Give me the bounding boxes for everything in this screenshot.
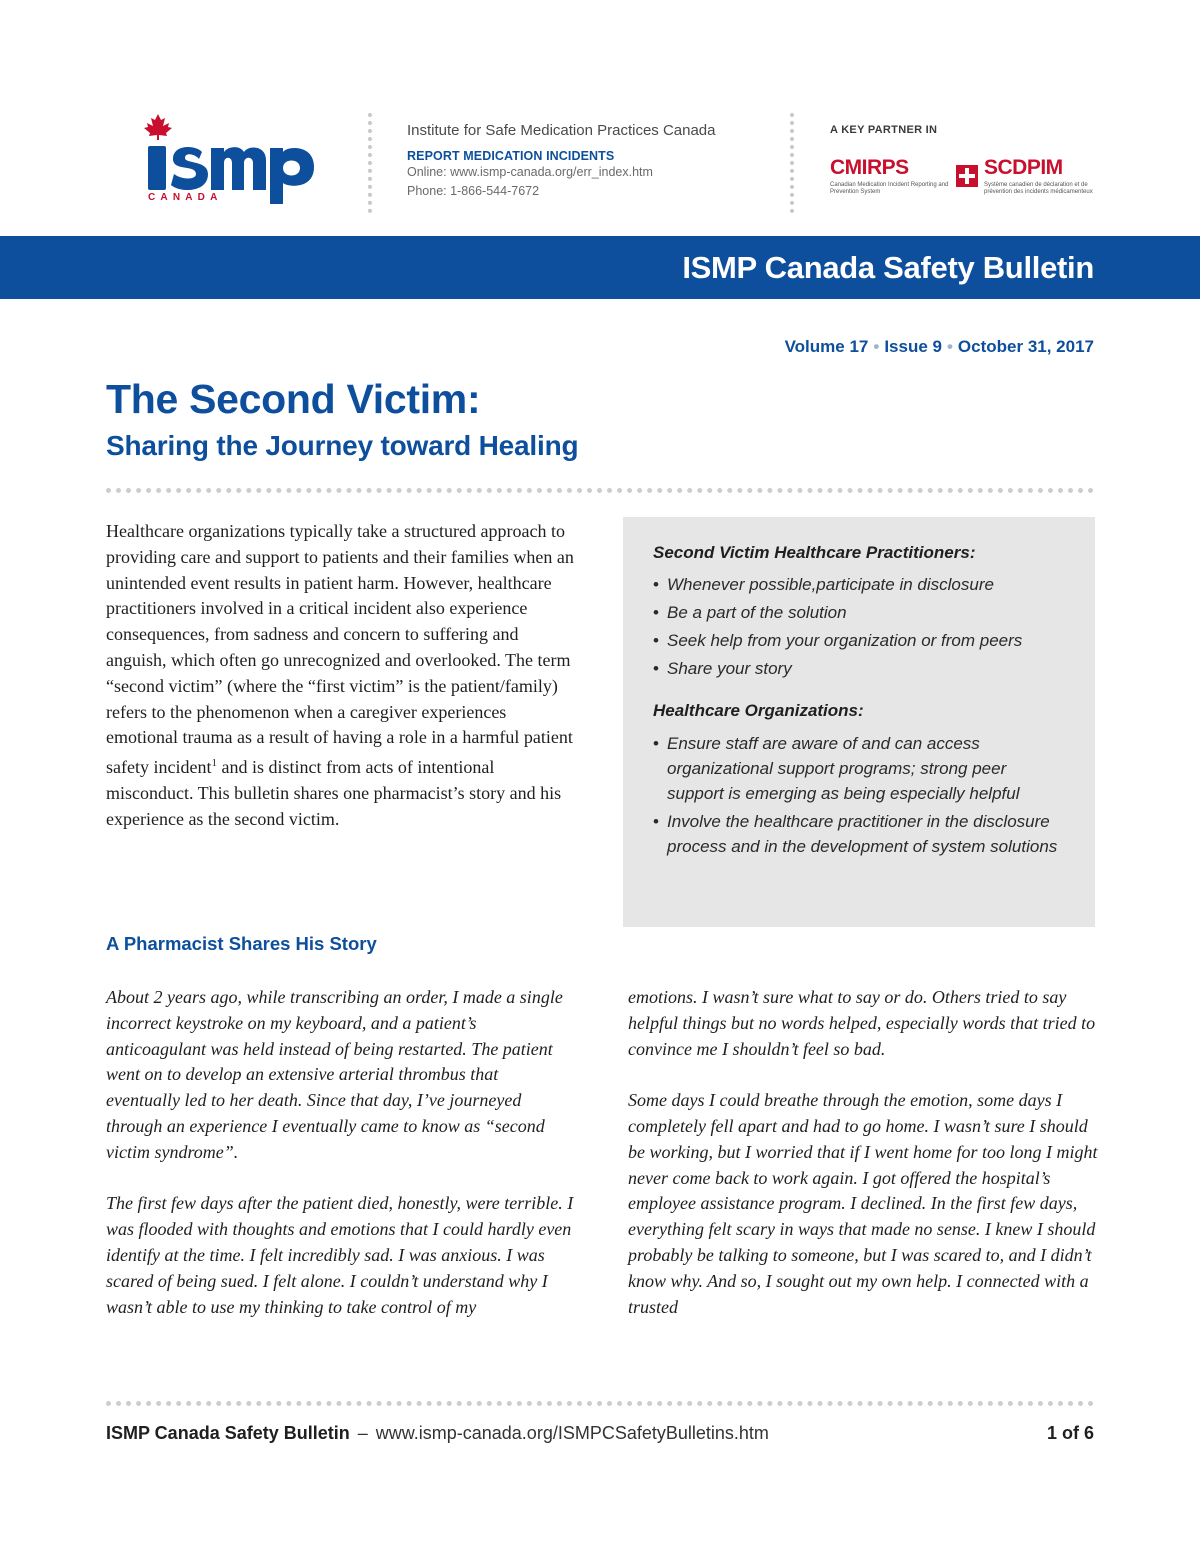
section-heading: A Pharmacist Shares His Story [106,933,377,954]
intro-text-continued: and is distinct from acts of intentional misconduct. This bulletin shares one pharmacist’s story and his experience as the second victim. [106,757,562,829]
report-heading: REPORT MEDICATION INCIDENTS [407,149,615,163]
story-paragraph: Some days I could breathe through the emotion, some days I completely fell apart and had to go home. I wasn’t sure I should be working, but I worried that if I went home for too long I might never come back to work again. I got offered the hospital’s employee assistance program. I declined. In the first few days, everything felt scary in ways that made no sense. I knew I should probably be talking to someone, but I was scared to, and I didn’t know why. And so, I sought out my own help. I connected with a trusted [628,1090,1098,1317]
practitioners-heading: Second Victim Healthcare Practitioners: [653,543,976,562]
logo-country-text: CANADA [148,192,223,203]
story-paragraph: The first few days after the patient died, honestly, were terrible. I was flooded with thoughts and emotions that I could hardly even identify at the time. I felt incredibly sad. I was anxious. I was scared of being sued. I felt alone. I couldn’t understand why I wasn’t able to use my thinking to take control of my [106,1193,574,1317]
page-number: 1 of 6 [1046,1423,1094,1443]
key-messages-box [623,517,1095,927]
header-divider-left [368,113,372,213]
title-divider [106,488,1094,493]
institute-name: Institute for Safe Medication Practices Canada [407,122,716,139]
scdpim-logo [984,156,1104,196]
page-footer [106,1423,1094,1444]
cmirps-logo [830,156,950,196]
organizations-heading: Healthcare Organizations: [653,701,864,720]
footer-dash: – [357,1423,368,1443]
story-column-left [106,985,576,1346]
partner-cross-icon [956,165,978,187]
story-paragraph: emotions. I wasn’t sure what to say or do. Others tried to say helpful things but no words helped, especially words that tried to convince me I shouldn’t feel so bad. [628,987,1096,1059]
list-item: • Whenever possible,participate in disclosure [653,572,1067,597]
ismp-canada-logo [144,114,316,204]
list-item: • Seek help from your organization or from peers [653,628,1067,653]
banner-title: ISMP Canada Safety Bulletin [682,250,1094,285]
phone-number: Phone: 1-866-544-7672 [407,184,540,198]
issue-separator: • [946,337,953,356]
partner-block [830,124,1104,196]
reference-superscript[interactable]: 1 [211,757,217,770]
footer-bulletin-name: ISMP Canada Safety Bulletin [106,1423,350,1443]
scdpim-text: SCDPIM [984,156,1063,179]
story-column-right [628,985,1098,1346]
report-info [407,121,777,201]
issue-number: Issue 9 [884,337,942,356]
maple-leaf-icon [144,114,172,140]
cmirps-text: CMIRPS [830,156,909,179]
footer-divider [106,1401,1094,1406]
list-item: • Involve the healthcare practitioner in the disclosure process and in the development of system solutions [653,809,1067,859]
header-divider-right [790,113,794,213]
story-paragraph: About 2 years ago, while transcribing an order, I made a single incorrect keystroke on my keyboard, and a patient’s anticoagulant was held instead of being restarted. The patient went on to develop an extensive arterial thrombus that eventually led to her death. Since that day, I’ve journeyed through an experience I eventually came to know as “second victim syndrome”. [106,987,563,1162]
intro-text: Healthcare organizations typically take a structured approach to providing care and support to patients and their families when an unintended event results in patient harm. However, healthcare practitioners involved in a critical incident also experience consequences, from sadness and concern to suffering and anguish, which often go unrecognized and overlooked. The term “second victim” (where the “first victim” is the patient/family) refers to the phenomenon when a caregiver experiences emotional trauma as a result of having a role in a harmful patient safety incident [106,521,574,778]
list-item: • Share your story [653,656,1067,681]
intro-paragraph [106,519,581,833]
list-item: • Ensure staff are aware of and can access organizational support programs; strong peer support is emerging as being especially helpful [653,731,1067,806]
scdpim-subtext: Système canadien de déclaration et de prévention des incidents médicamenteux [984,182,1093,195]
cmirps-subtext: Canadian Medication Incident Reporting and Prevention System [830,182,949,195]
ismp-logo-graphic [144,114,316,204]
issue-separator: • [873,337,880,356]
organizations-list [653,731,1067,859]
issue-date: October 31, 2017 [957,337,1094,356]
issue-info [785,337,1094,357]
partner-label: A KEY PARTNER IN [830,124,938,136]
issue-volume: Volume 17 [784,337,869,356]
bulletin-banner [0,236,1200,299]
partner-logos [830,156,1104,196]
online-link[interactable]: Online: www.ismp-canada.org/err_index.htm [407,165,653,179]
footer-url-link[interactable]: www.ismp-canada.org/ISMPCSafetyBulletins.htm [375,1423,769,1443]
article-title: The Second Victim: [106,376,481,422]
practitioners-list [653,572,1067,681]
list-item: • Be a part of the solution [653,600,1067,625]
article-subtitle: Sharing the Journey toward Healing [106,430,579,461]
